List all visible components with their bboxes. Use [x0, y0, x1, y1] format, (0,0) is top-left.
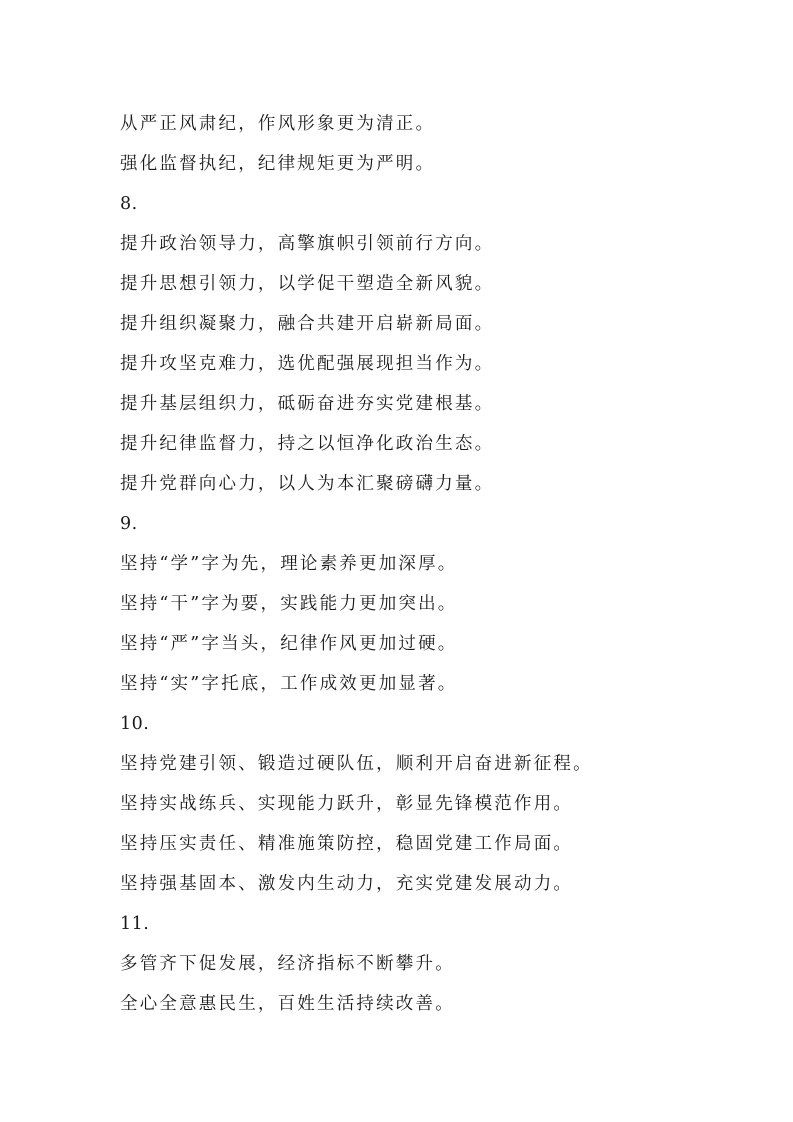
text-line: 提升党群向心力，以人为本汇聚磅礴力量。: [120, 474, 495, 494]
text-line: 坚持“学”字为先，理论素养更加深厚。: [120, 554, 458, 574]
text-line: 坚持压实责任、精准施策防控，稳固党建工作局面。: [120, 834, 574, 854]
text-line: 提升纪律监督力，持之以恒净化政治生态。: [120, 434, 495, 454]
text-line: 提升基层组织力，砥砺奋进夯实党建根基。: [120, 394, 495, 414]
section-number: 10.: [120, 714, 150, 734]
text-line: 坚持“干”字为要，实践能力更加突出。: [120, 594, 458, 614]
section-number: 8.: [120, 194, 138, 214]
text-line: 强化监督执纪，纪律规矩更为严明。: [120, 154, 436, 174]
text-line: 从严正风肃纪，作风形象更为清正。: [120, 114, 436, 134]
section-number: 9.: [120, 514, 138, 534]
text-line: 坚持实战练兵、实现能力跃升，彰显先锋模范作用。: [120, 794, 574, 814]
text-line: 坚持党建引领、锻造过硬队伍，顺利开启奋进新征程。: [120, 754, 593, 774]
section-number: 11.: [120, 914, 150, 934]
text-line: 多管齐下促发展，经济指标不断攀升。: [120, 954, 455, 974]
text-line: 提升攻坚克难力，选优配强展现担当作为。: [120, 354, 495, 374]
text-line: 提升思想引领力，以学促干塑造全新风貌。: [120, 274, 495, 294]
document-body: [120, 104, 720, 1024]
text-line: 坚持强基固本、激发内生动力，充实党建发展动力。: [120, 874, 574, 894]
text-line: 提升政治领导力，高擎旗帜引领前行方向。: [120, 234, 495, 254]
text-line: 坚持“严”字当头，纪律作风更加过硬。: [120, 634, 458, 654]
text-line: 提升组织凝聚力，融合共建开启崭新局面。: [120, 314, 495, 334]
text-line: 全心全意惠民生，百姓生活持续改善。: [120, 994, 455, 1014]
text-line: 坚持“实”字托底，工作成效更加显著。: [120, 674, 458, 694]
